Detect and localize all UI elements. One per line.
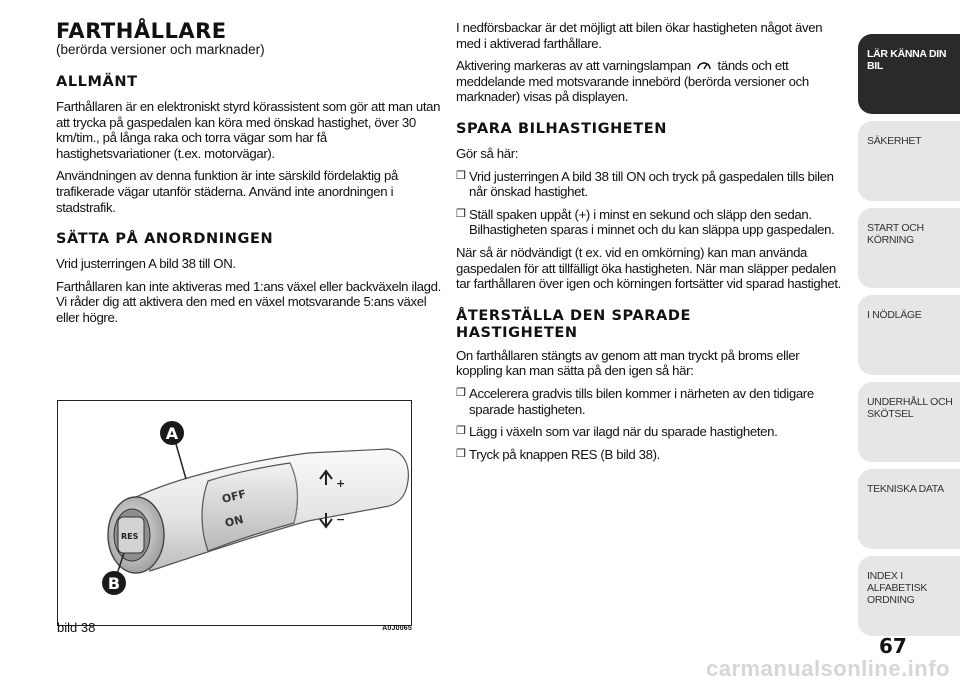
- checkbox-bullet-icon: ❒: [456, 447, 466, 460]
- list-item: ❒ Accelerera gradvis tills bilen kommer i närheten av den tidigare sparade hastigheten.: [456, 385, 814, 417]
- ring-text-on: ON: [223, 512, 245, 530]
- figure-caption: [57, 620, 412, 638]
- save-speed-intro: Gör så här:: [456, 145, 519, 161]
- overtaking-paragraph: När så är nödvändigt (t ex. vid en omkörning) kan man använda gaspedalen för att tillfälligt öka hastigheten. När man släpper pedalen tar farthållaren över igen och körningen fortsätter vid sparad hastighet.: [456, 244, 841, 292]
- callout-b-label: B: [107, 574, 121, 593]
- page-subtitle: (berörda versioner och marknader): [56, 42, 265, 57]
- section-heading-activate: SÄTTA PÅ ANORDNINGEN: [56, 231, 274, 248]
- restore-paragraph: On farthållaren stängts av genom att man tryckt på broms eller koppling kan man sätta på den igen så här:: [456, 347, 800, 379]
- stalk-illustration: [58, 401, 412, 626]
- list-item: ❒ Lägg i växeln som var ilagd när du sparade hastigheten.: [456, 424, 778, 440]
- figure-code: A0J0065: [382, 625, 412, 632]
- res-button-text: RES: [121, 532, 139, 541]
- activation-text-before: Aktivering markeras av att varningslampan: [456, 58, 691, 74]
- watermark: carmanualsonline.info: [706, 656, 950, 681]
- general-paragraph-1: Farthållaren är en elektroniskt styrd körassistent som gör att man utan att trycka på gaspedalen kan köra med önskad hastighet, över 30 km/tim., på långa raka och torra vägar som har få hastighetsvariationer (t.ex. motorvägar).: [56, 99, 441, 161]
- right-column: [456, 20, 848, 469]
- tab-emergency[interactable]: I NÖDLÄGE: [858, 295, 960, 375]
- downhill-paragraph: I nedförsbackar är det möjligt att bilen ökar hastigheten något även med i aktiverad farthållare.: [456, 20, 823, 51]
- tab-alphabetical-index[interactable]: INDEX I ALFABETISK ORDNING: [858, 556, 960, 636]
- chapter-tabs: [858, 34, 960, 643]
- figure-cruise-control-stalk: [57, 400, 412, 626]
- ring-text-off: OFF: [220, 487, 248, 506]
- tab-starting-driving[interactable]: START OCH KÖRNING: [858, 208, 960, 288]
- left-column: [56, 20, 444, 333]
- list-item: ❒ Vrid justerringen A bild 38 till ON och tryck på gaspedalen tills bilen når önskad hastighet.: [456, 168, 834, 200]
- tab-safety[interactable]: SÄKERHET: [858, 121, 960, 201]
- checkbox-bullet-icon: ❒: [456, 425, 466, 438]
- activation-paragraph: [456, 58, 848, 105]
- list-item: ❒ Tryck på knappen RES (B bild 38).: [456, 446, 660, 462]
- plus-sign: +: [336, 477, 346, 490]
- activate-paragraph-2: Farthållaren kan inte aktiveras med 1:ans växel eller backväxeln ilagd. Vi råder dig att aktivera den med en växel motsvarande 5:ans växel eller högre.: [56, 278, 441, 325]
- activation-text-after: tänds och ett meddelande med motsvarande innebörd (berörda versioner och marknader) visas på displayen.: [456, 58, 809, 105]
- figure-caption-label: bild 38: [57, 620, 96, 635]
- tab-maintenance[interactable]: UNDERHÅLL OCH SKÖTSEL: [858, 382, 960, 462]
- speedometer-warning-icon: [696, 59, 712, 71]
- minus-sign: −: [336, 513, 346, 526]
- checkbox-bullet-icon: ❒: [456, 386, 466, 399]
- page-title: FARTHÅLLARE: [56, 19, 227, 43]
- section-heading-save-speed: SPARA BILHASTIGHETEN: [456, 120, 668, 137]
- callout-a-label: A: [165, 424, 179, 443]
- tab-know-your-car[interactable]: LÄR KÄNNA DIN BIL: [858, 34, 960, 114]
- tab-technical-data[interactable]: TEKNISKA DATA: [858, 469, 960, 549]
- list-item: ❒ Ställ spaken uppåt (+) i minst en sekund och släpp den sedan. Bilhastigheten sparas i minnet och du kan släppa upp gaspedalen.: [456, 206, 835, 238]
- checkbox-bullet-icon: ❒: [456, 169, 466, 182]
- checkbox-bullet-icon: ❒: [456, 207, 466, 220]
- general-paragraph-2: Användningen av denna funktion är inte särskild fördelaktig på trafikerade vägar utanför städerna. Använd inte anordningen i stadstrafik.: [56, 168, 398, 215]
- page-number: 67: [879, 634, 907, 658]
- section-heading-general: ALLMÄNT: [56, 74, 138, 90]
- section-heading-restore-speed: ÅTERSTÄLLA DEN SPARADE HASTIGHETEN: [456, 307, 691, 341]
- activate-paragraph-1: Vrid justerringen A bild 38 till ON.: [56, 256, 236, 272]
